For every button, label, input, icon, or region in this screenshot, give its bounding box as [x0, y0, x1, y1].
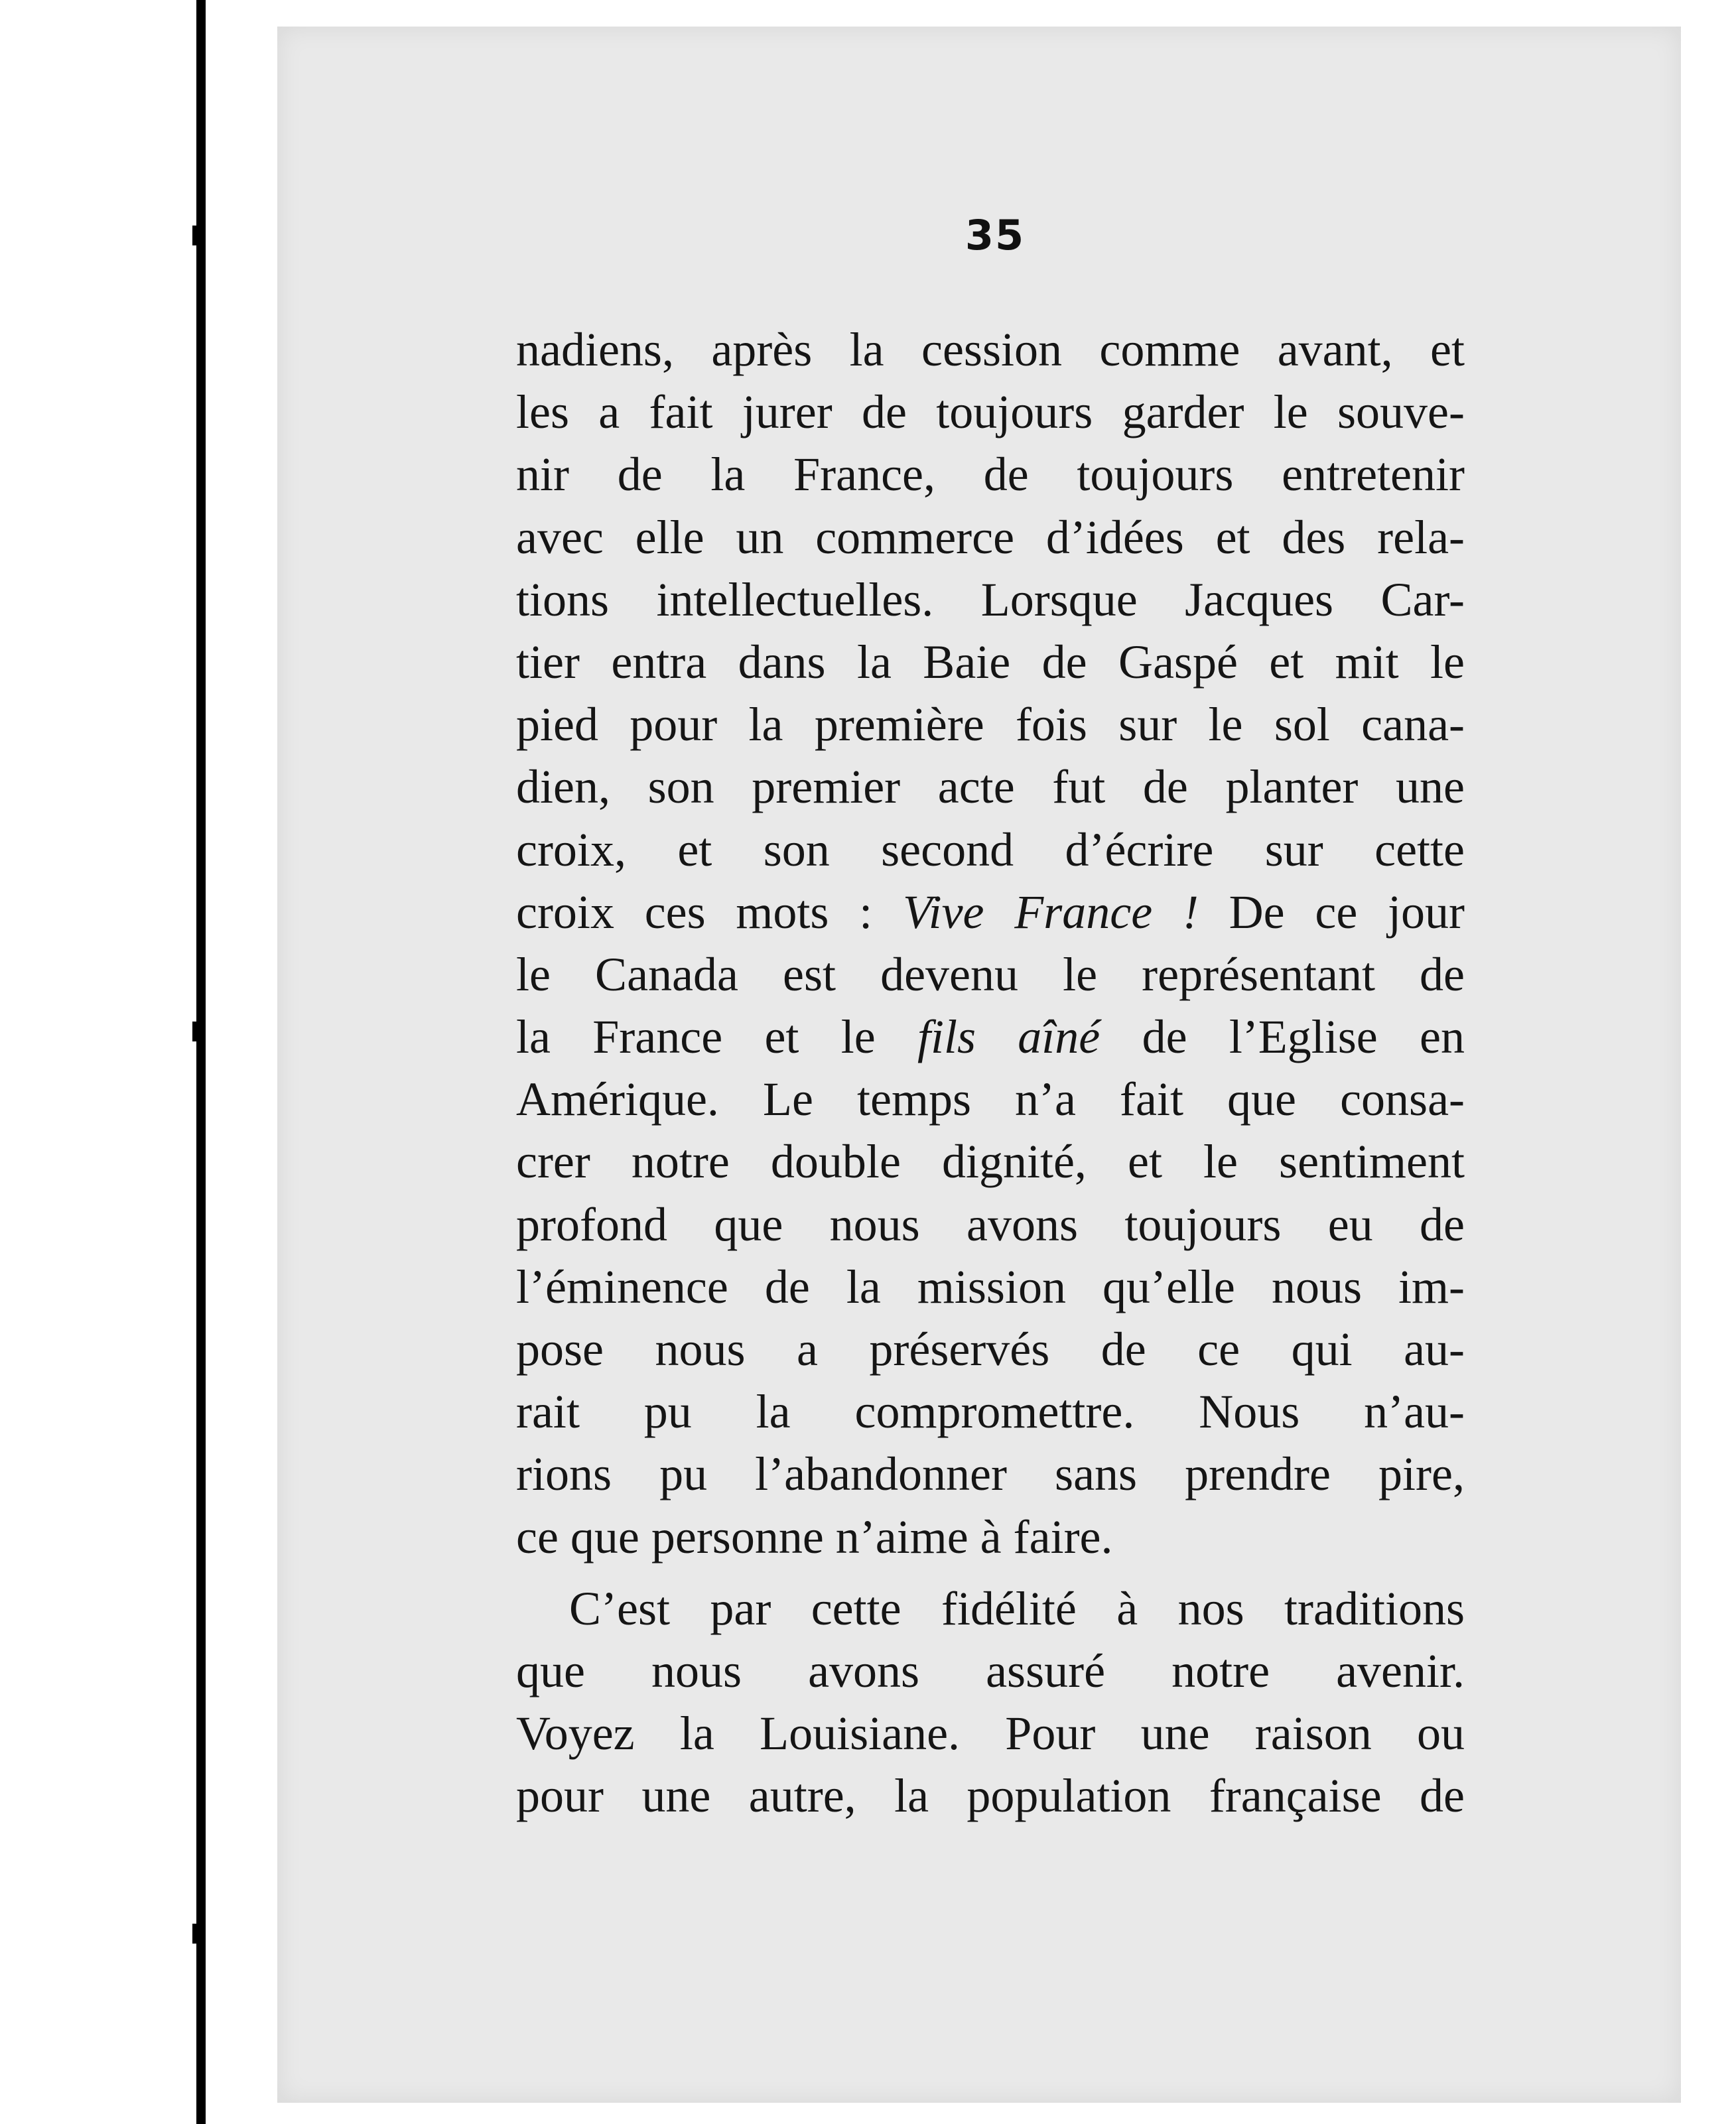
text-line: pour une autre, la population française de: [516, 1769, 1465, 1823]
text-line-with-italic: [516, 881, 1465, 943]
text-line: tions intellectuelles. Lorsque Jacques Car-: [516, 572, 1465, 626]
text-line: avec elle un commerce d’idées et des rela-: [516, 510, 1465, 564]
text-line: que nous avons assuré notre avenir.: [516, 1644, 1465, 1697]
text-line: Amérique. Le temps n’a fait que consa-: [516, 1073, 1465, 1126]
text-segment: De ce jour: [1229, 885, 1465, 939]
page-number: 35: [965, 211, 1026, 259]
text-line: les a fait jurer de toujours garder le souve-: [516, 385, 1465, 439]
text-line: ce que personne n’aime à faire.: [516, 1510, 1113, 1563]
text-line-with-italic: [516, 1006, 1465, 1068]
text-segment: de l’Eglise en: [1142, 1010, 1465, 1064]
text-line: pose nous a préservés de ce qui au-: [516, 1323, 1465, 1376]
text-line: profond que nous avons toujours eu de: [516, 1197, 1465, 1251]
paragraph-1: [516, 318, 1465, 1568]
text-line: pied pour la première fois sur le sol cana-: [516, 698, 1465, 752]
text-line: l’éminence de la mission qu’elle nous im-: [516, 1260, 1465, 1313]
text-segment: croix ces mots :: [516, 885, 873, 939]
paragraph-2: [516, 1577, 1465, 1827]
italic-phrase-vive-france: Vive France !: [902, 885, 1199, 939]
text-line: rait pu la compromettre. Nous n’au-: [516, 1385, 1465, 1439]
text-line: rions pu l’abandonner sans prendre pire,: [516, 1447, 1465, 1501]
text-line: C’est par cette fidélité à nos traditions: [569, 1581, 1465, 1635]
italic-phrase-fils-aine: fils aîné: [917, 1010, 1101, 1064]
text-line: crer notre double dignité, et le sentiment: [516, 1135, 1465, 1189]
text-line: dien, son premier acte fut de planter une: [516, 760, 1465, 814]
text-segment: la France et le: [516, 1010, 876, 1064]
text-line: le Canada est devenu le représentant de: [516, 947, 1465, 1001]
text-line: croix, et son second d’écrire sur cette: [516, 823, 1465, 876]
text-line: Voyez la Louisiane. Pour une raison ou: [516, 1707, 1465, 1760]
body-text: [516, 318, 1465, 1837]
text-line: nadiens, après la cession comme avant, et: [516, 323, 1465, 376]
text-line: nir de la France, de toujours entretenir: [516, 448, 1465, 501]
text-line: tier entra dans la Baie de Gaspé et mit le: [516, 635, 1465, 689]
scan-left-border: [196, 0, 206, 2124]
